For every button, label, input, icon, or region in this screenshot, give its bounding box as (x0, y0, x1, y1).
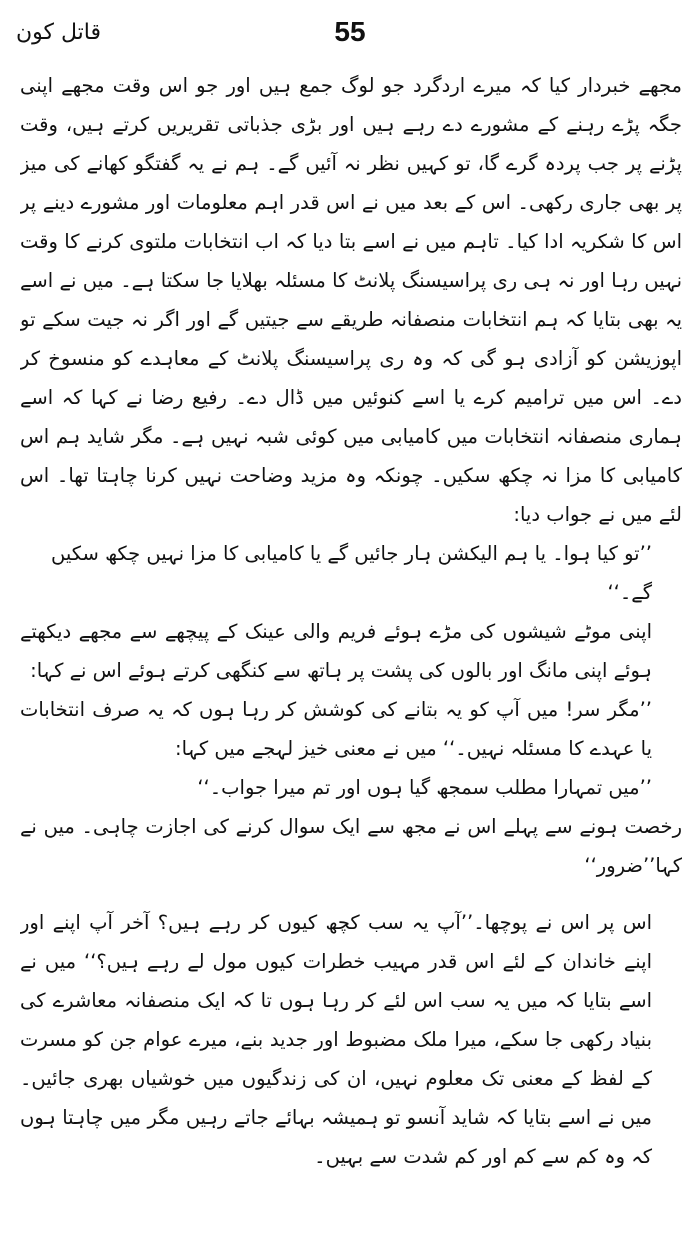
paragraph: مجھے خبردار کیا کہ میرے اردگرد جو لوگ جمع ہیں اور جو اس وقت مجھے اپنی جگہ پڑے رہنے کے مشورے دے رہے ہیں اور بڑی جذباتی تقریریں کرتے ہیں، وقت پڑنے پر جب پردہ گرے گا، تو کہیں نظر نہ آئیں گے۔ ہم نے یہ گفتگو کھانے کی میز پر بھی جاری رکھی۔ اس کے بعد میں نے اس قدر اہم معلومات اور مشورے دینے پر اس کا شکریہ ادا کیا۔ تاہم میں نے اسے بتا دیا کہ اب انتخابات ملتوی کرنے کا وقت نہیں رہا اور نہ ہی ری پراسیسنگ پلانٹ کا مسئلہ بھلایا جا سکتا ہے۔ میں نے اسے یہ بھی بتایا کہ ہم انتخابات منصفانہ طریقے سے جیتیں گے اور اگر نہ جیت سکے تو اپوزیشن کو آزادی ہو گی کہ وہ ری پراسیسنگ پلانٹ کے معاہدے کو منسوخ کر دے۔ اس میں ترامیم کرے یا اسے کنوئیں میں ڈال دے۔ رفیع رضا نے کہا کہ اسے ہماری منصفانہ انتخابات میں کامیابی میں کوئی شبہ نہیں ہے۔ مگر شاید ہم اس کامیابی کا مزا نہ چکھ سکیں۔ چونکہ وہ مزید وضاحت نہیں کرنا چاہتا تھا۔ اس لئے میں نے جواب دیا: (20, 74, 682, 526)
page-body (20, 66, 682, 1216)
page-header (0, 14, 700, 58)
paragraph: اس پر اس نے پوچھا۔’’آپ یہ سب کچھ کیوں کر رہے ہیں؟ آخر آپ اپنے اور اپنے خاندان کے لئے اس قدر مہیب خطرات کیوں مول لے رہے ہیں؟‘‘ میں نے اسے بتایا کہ میں یہ سب اس لئے کر رہا ہوں تا کہ ایک منصفانہ معاشرے کی بنیاد رکھی جا سکے، میرا ملک مضبوط اور جدید بنے، میرے عوام جن کو مسرت کے لفظ کے معنی تک معلوم نہیں، ان کی زندگیوں میں خوشیاں بھری جائیں۔ میں نے اسے بتایا کہ شاید آنسو تو ہمیشہ بہائے جاتے رہیں مگر میں چاہتا ہوں کہ وہ کم سے کم اور کم شدت سے بہیں۔ (20, 911, 652, 1168)
paragraph: رخصت ہونے سے پہلے اس نے مجھ سے ایک سوال کرنے کی اجازت چاہی۔ میں نے کہا’’ضرور‘‘ (20, 815, 682, 877)
book-title: قاتل کون (16, 20, 101, 45)
dialogue-quote: ’’میں تمہارا مطلب سمجھ گیا ہوں اور تم میرا جواب۔‘‘ (197, 776, 652, 799)
paragraph: ’’مگر سر! میں آپ کو یہ بتانے کی کوشش کر رہا ہوں کہ یہ صرف انتخابات یا عہدے کا مسئلہ نہیں۔‘‘ میں نے معنی خیز لہجے میں کہا: (20, 698, 652, 760)
dialogue-quote: ’’تو کیا ہوا۔ یا ہم الیکشن ہار جائیں گے یا کامیابی کا مزا نہیں چکھ سکیں گے۔‘‘ (51, 542, 652, 604)
paragraph: اپنی موٹے شیشوں کی مڑے ہوئے فریم والی عینک کے پیچھے سے مجھے دیکھتے ہوئے اپنی مانگ اور بالوں کی پشت پر ہاتھ سے کنگھی کرتے ہوئے اس نے کہا: (20, 620, 652, 682)
page-number: 55 (334, 16, 366, 47)
